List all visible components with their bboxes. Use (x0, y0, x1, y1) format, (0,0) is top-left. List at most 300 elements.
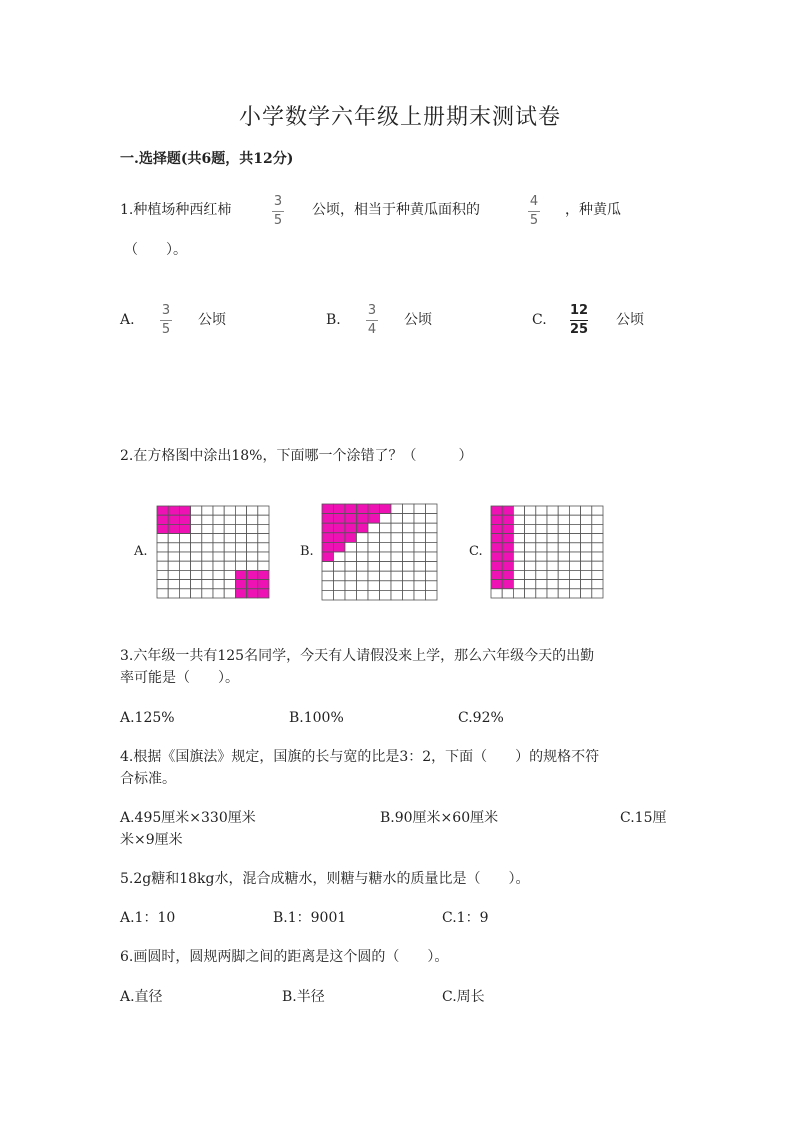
grid-c-cell (491, 543, 502, 552)
grid-b-cell (345, 590, 357, 600)
grid-a-cell (235, 561, 246, 570)
fraction-bar (366, 320, 378, 321)
q1-fraction-2-denominator: 5 (529, 213, 539, 228)
q1-option-c-letter: C. (532, 312, 547, 328)
grid-a-cell (235, 506, 246, 515)
grid-c-cell (513, 561, 524, 570)
grid-a-cell (235, 515, 246, 524)
grid-c-cell (513, 543, 524, 552)
grid-c-cell (547, 515, 558, 524)
grid-a-cell (247, 515, 258, 524)
grid-a-cell (179, 524, 190, 533)
grid-a-cell (202, 524, 213, 533)
grid-b-cell (322, 552, 334, 562)
grid-a-cell (224, 561, 235, 570)
grid-b-cell (345, 533, 357, 543)
grid-a-cell (235, 534, 246, 543)
grid-b-cell (414, 523, 426, 533)
grid-c-cell (536, 570, 547, 579)
grid-c-cell (491, 570, 502, 579)
grid-a-cell (224, 534, 235, 543)
grid-a-cell (213, 561, 224, 570)
grid-c-cell (536, 524, 547, 533)
grid-a-cell (247, 561, 258, 570)
grid-a-cell (258, 506, 269, 515)
q6-option-a: A.直径 (120, 989, 163, 1005)
section-heading: 一.选择题(共6题，共12分) (120, 151, 294, 167)
grid-a-cell (235, 570, 246, 579)
grid-a-cell (168, 589, 179, 598)
grid-b-cell (403, 562, 415, 572)
q1-text-part3: ，种黄瓜 (565, 202, 621, 218)
grid-c-cell (502, 524, 513, 533)
grid-c-cell (525, 561, 536, 570)
grid-c-cell (592, 506, 603, 515)
q2-label-b: B. (300, 544, 314, 559)
grid-b-cell (380, 504, 392, 514)
grid-b-cell (368, 504, 380, 514)
grid-a-cell (224, 570, 235, 579)
grid-b-cell (426, 552, 438, 562)
grid-a-cell (258, 524, 269, 533)
grid-c-cell (547, 534, 558, 543)
q4-option-c-part2: 米×9厘米 (120, 832, 183, 848)
grid-a-cell (191, 561, 202, 570)
grid-b-cell (414, 590, 426, 600)
grid-b-cell (368, 562, 380, 572)
grid-b-cell (357, 504, 369, 514)
grid-c-cell (581, 589, 592, 598)
grid-c-cell (502, 589, 513, 598)
grid-a-cell (202, 570, 213, 579)
grid-c-cell (536, 589, 547, 598)
grid-a-cell (258, 570, 269, 579)
grid-a-cell (157, 524, 168, 533)
q5-text: 5.2g糖和18kg水，混合成糖水，则糖与糖水的质量比是（ ）。 (120, 871, 530, 887)
grid-a-cell (247, 580, 258, 589)
grid-b-cell (368, 514, 380, 524)
grid-c-cell (592, 561, 603, 570)
grid-b-cell (414, 504, 426, 514)
grid-b-cell (380, 533, 392, 543)
grid-c-svg (490, 505, 605, 599)
grid-b-cell (368, 581, 380, 591)
grid-b-cell (391, 581, 403, 591)
grid-b-cell (334, 581, 346, 591)
grid-c-cell (547, 589, 558, 598)
q3-option-a: A.125% (120, 710, 175, 726)
q2-label-a: A. (134, 544, 148, 559)
grid-c-cell (581, 561, 592, 570)
grid-c-cell (491, 506, 502, 515)
grid-a-cell (168, 506, 179, 515)
grid-c-cell (569, 515, 580, 524)
grid-a-cell (213, 589, 224, 598)
grid-a-cell (247, 543, 258, 552)
q1-fraction-1 (272, 195, 284, 228)
grid-c-cell (581, 580, 592, 589)
grid-c-cell (592, 524, 603, 533)
grid-a-cell (202, 580, 213, 589)
fraction-bar (160, 320, 172, 321)
grid-c-cell (513, 552, 524, 561)
grid-c-cell (592, 580, 603, 589)
grid-b-cell (322, 590, 334, 600)
grid-b-cell (334, 552, 346, 562)
grid-b-cell (414, 562, 426, 572)
q3-text-line2: 率可能是（ ）。 (120, 670, 239, 686)
grid-a-cell (168, 515, 179, 524)
fraction-bar (570, 320, 588, 321)
grid-b-cell (391, 514, 403, 524)
grid-c-cell (536, 515, 547, 524)
grid-c-cell (525, 589, 536, 598)
grid-c-cell (558, 543, 569, 552)
grid-c-cell (491, 580, 502, 589)
grid-b-cell (403, 533, 415, 543)
denominator: 4 (367, 322, 377, 337)
grid-b-cell (368, 542, 380, 552)
grid-a-cell (168, 543, 179, 552)
grid-c-cell (513, 570, 524, 579)
grid-a-cell (202, 543, 213, 552)
grid-c-cell (558, 561, 569, 570)
q6-option-b: B.半径 (282, 989, 325, 1005)
q1-option-a-unit: 公顷 (198, 312, 226, 328)
grid-c-cell (592, 515, 603, 524)
q1-fraction-2-numerator: 4 (529, 194, 539, 209)
grid-b-cell (426, 542, 438, 552)
grid-b-cell (380, 514, 392, 524)
q1-fraction-1-numerator: 3 (273, 194, 283, 209)
q4-option-a: A.495厘米×330厘米 (120, 810, 256, 826)
page-title: 小学数学六年级上册期末测试卷 (238, 105, 561, 130)
grid-b-cell (334, 504, 346, 514)
q3-option-b: B.100% (289, 710, 344, 726)
grid-b-cell (357, 542, 369, 552)
grid-a-cell (224, 580, 235, 589)
grid-a-cell (213, 552, 224, 561)
grid-a-cell (191, 524, 202, 533)
denominator: 5 (161, 322, 171, 337)
grid-b-cell (357, 562, 369, 572)
grid-b-cell (322, 571, 334, 581)
grid-a-cell (202, 561, 213, 570)
grid-b-cell (357, 533, 369, 543)
grid-c-cell (581, 506, 592, 515)
grid-c-cell (502, 543, 513, 552)
grid-c-cell (569, 570, 580, 579)
grid-a-cell (191, 570, 202, 579)
q1-option-a-letter: A. (120, 312, 135, 328)
grid-c-cell (525, 580, 536, 589)
grid-c-cell (581, 543, 592, 552)
grid-a-cell (224, 543, 235, 552)
grid-a-cell (168, 552, 179, 561)
grid-b-cell (380, 542, 392, 552)
grid-b-cell (345, 562, 357, 572)
grid-b-cell (426, 562, 438, 572)
grid-a-cell (191, 552, 202, 561)
grid-b-cell (357, 571, 369, 581)
grid-c-cell (558, 589, 569, 598)
grid-c-cell (536, 534, 547, 543)
grid-a-cell (191, 580, 202, 589)
grid-c-cell (592, 543, 603, 552)
q5-option-b: B.1：9001 (273, 910, 347, 926)
q3-text-line1: 3.六年级一共有125名同学，今天有人请假没来上学，那么六年级今天的出勤 (120, 648, 595, 664)
q1-option-b-fraction (366, 304, 378, 337)
q1-option-c-fraction (570, 304, 588, 337)
q4-option-c-part1: C.15厘 (620, 810, 667, 826)
numerator: 12 (570, 303, 589, 318)
grid-b-cell (414, 533, 426, 543)
grid-b-cell (357, 523, 369, 533)
grid-a-cell (224, 515, 235, 524)
q2-grid-a (156, 505, 270, 599)
grid-c-cell (525, 570, 536, 579)
grid-c-cell (491, 534, 502, 543)
denominator: 25 (570, 322, 589, 337)
grid-a-cell (202, 534, 213, 543)
grid-a-cell (202, 506, 213, 515)
grid-a-cell (168, 524, 179, 533)
grid-a-cell (179, 561, 190, 570)
grid-b-cell (368, 590, 380, 600)
grid-c-cell (536, 552, 547, 561)
grid-c-cell (558, 524, 569, 533)
grid-a-cell (235, 543, 246, 552)
grid-a-cell (179, 552, 190, 561)
grid-a-cell (213, 534, 224, 543)
grid-a-cell (224, 506, 235, 515)
grid-b-cell (322, 542, 334, 552)
q6-text: 6.画圆时，圆规两脚之间的距离是这个圆的（ ）。 (120, 949, 449, 965)
grid-b-cell (426, 590, 438, 600)
grid-b-cell (403, 542, 415, 552)
grid-c-cell (502, 534, 513, 543)
grid-c-cell (569, 580, 580, 589)
grid-c-cell (491, 515, 502, 524)
grid-b-cell (426, 571, 438, 581)
grid-b-cell (403, 571, 415, 581)
grid-b-cell (391, 571, 403, 581)
grid-a-cell (157, 570, 168, 579)
numerator: 3 (367, 303, 377, 318)
grid-c-cell (525, 506, 536, 515)
grid-a-cell (179, 543, 190, 552)
grid-a-cell (168, 534, 179, 543)
grid-b-cell (368, 533, 380, 543)
grid-b-cell (380, 552, 392, 562)
grid-b-cell (391, 523, 403, 533)
grid-a-cell (213, 543, 224, 552)
grid-c-cell (536, 561, 547, 570)
grid-b-cell (368, 552, 380, 562)
grid-c-cell (569, 534, 580, 543)
q4-text-line1: 4.根据《国旗法》规定，国旗的长与宽的比是3：2，下面（ ）的规格不符 (120, 749, 600, 765)
grid-c-cell (513, 524, 524, 533)
grid-a-cell (191, 515, 202, 524)
grid-b-cell (357, 514, 369, 524)
grid-c-cell (525, 534, 536, 543)
grid-c-cell (581, 570, 592, 579)
grid-a-cell (258, 515, 269, 524)
grid-b-cell (345, 504, 357, 514)
grid-b-cell (334, 514, 346, 524)
grid-b-cell (334, 562, 346, 572)
q1-text-part1: 1.种植场种西红柿 (120, 202, 232, 218)
grid-b-cell (403, 581, 415, 591)
grid-b-cell (357, 552, 369, 562)
grid-b-cell (334, 571, 346, 581)
grid-a-cell (179, 570, 190, 579)
grid-b-cell (380, 581, 392, 591)
grid-c-cell (558, 515, 569, 524)
grid-b-cell (334, 523, 346, 533)
grid-a-cell (157, 515, 168, 524)
grid-a-cell (213, 506, 224, 515)
grid-a-cell (157, 552, 168, 561)
q2-label-c: C. (469, 544, 483, 559)
q4-option-b: B.90厘米×60厘米 (380, 810, 499, 826)
grid-c-cell (502, 552, 513, 561)
grid-b-svg (321, 503, 439, 601)
grid-a-cell (202, 515, 213, 524)
grid-c-cell (513, 515, 524, 524)
grid-a-cell (247, 570, 258, 579)
grid-b-cell (403, 523, 415, 533)
grid-b-cell (391, 533, 403, 543)
grid-a-cell (247, 534, 258, 543)
grid-b-cell (426, 504, 438, 514)
grid-c-cell (592, 589, 603, 598)
grid-a-cell (202, 589, 213, 598)
grid-c-cell (513, 506, 524, 515)
grid-b-cell (368, 523, 380, 533)
grid-a-cell (168, 570, 179, 579)
grid-b-cell (403, 504, 415, 514)
grid-c-cell (502, 570, 513, 579)
grid-c-cell (547, 543, 558, 552)
grid-b-cell (322, 562, 334, 572)
grid-b-cell (368, 571, 380, 581)
grid-b-cell (426, 523, 438, 533)
q1-option-c-unit: 公顷 (616, 312, 644, 328)
grid-a-cell (157, 543, 168, 552)
grid-a-cell (191, 506, 202, 515)
grid-b-cell (391, 552, 403, 562)
grid-c-cell (491, 524, 502, 533)
grid-a-cell (191, 589, 202, 598)
grid-c-cell (558, 534, 569, 543)
grid-a-cell (157, 534, 168, 543)
grid-b-cell (391, 504, 403, 514)
grid-a-cell (179, 580, 190, 589)
grid-a-cell (235, 524, 246, 533)
grid-c-cell (569, 543, 580, 552)
q1-fraction-1-denominator: 5 (273, 213, 283, 228)
grid-c-cell (547, 524, 558, 533)
q5-option-a: A.1：10 (120, 910, 176, 926)
grid-a-cell (224, 552, 235, 561)
q1-text-part2: 公顷，相当于种黄瓜面积的 (312, 202, 480, 218)
grid-c-cell (536, 506, 547, 515)
grid-a-cell (247, 506, 258, 515)
grid-b-cell (403, 590, 415, 600)
grid-c-cell (502, 580, 513, 589)
grid-a-cell (247, 524, 258, 533)
grid-a-cell (179, 589, 190, 598)
grid-b-cell (357, 581, 369, 591)
grid-c-cell (547, 561, 558, 570)
grid-c-cell (513, 534, 524, 543)
grid-c-cell (569, 552, 580, 561)
grid-c-cell (592, 534, 603, 543)
q1-answer-blank: （ ）。 (124, 242, 187, 258)
grid-c-cell (581, 534, 592, 543)
grid-b-cell (334, 533, 346, 543)
q6-option-c: C.周长 (442, 989, 485, 1005)
grid-b-cell (345, 523, 357, 533)
grid-c-cell (513, 589, 524, 598)
grid-a-cell (235, 580, 246, 589)
grid-a-cell (191, 543, 202, 552)
grid-b-cell (345, 514, 357, 524)
grid-c-cell (513, 580, 524, 589)
grid-c-cell (491, 552, 502, 561)
grid-c-cell (525, 524, 536, 533)
grid-c-cell (547, 570, 558, 579)
grid-a-cell (258, 580, 269, 589)
grid-a-cell (157, 589, 168, 598)
grid-a-cell (224, 589, 235, 598)
grid-b-cell (414, 514, 426, 524)
grid-a-cell (235, 552, 246, 561)
grid-b-cell (391, 590, 403, 600)
grid-a-cell (168, 561, 179, 570)
grid-b-cell (426, 514, 438, 524)
grid-c-cell (558, 552, 569, 561)
grid-a-cell (191, 534, 202, 543)
grid-b-cell (322, 504, 334, 514)
grid-a-cell (258, 534, 269, 543)
fraction-bar (272, 211, 284, 212)
q1-option-b-letter: B. (326, 312, 341, 328)
q1-option-a-fraction (160, 304, 172, 337)
grid-c-cell (592, 570, 603, 579)
q1-fraction-2 (528, 195, 540, 228)
grid-a-cell (258, 589, 269, 598)
grid-a-cell (157, 506, 168, 515)
grid-a-cell (202, 552, 213, 561)
grid-b-cell (403, 552, 415, 562)
grid-b-cell (414, 542, 426, 552)
grid-c-cell (569, 524, 580, 533)
grid-b-cell (426, 533, 438, 543)
grid-a-cell (213, 570, 224, 579)
grid-a-cell (157, 561, 168, 570)
grid-c-cell (502, 561, 513, 570)
grid-b-cell (357, 590, 369, 600)
grid-a-cell (157, 580, 168, 589)
grid-c-cell (525, 543, 536, 552)
grid-b-cell (322, 523, 334, 533)
grid-b-cell (334, 590, 346, 600)
grid-c-cell (592, 552, 603, 561)
grid-a-cell (213, 580, 224, 589)
grid-c-cell (536, 543, 547, 552)
